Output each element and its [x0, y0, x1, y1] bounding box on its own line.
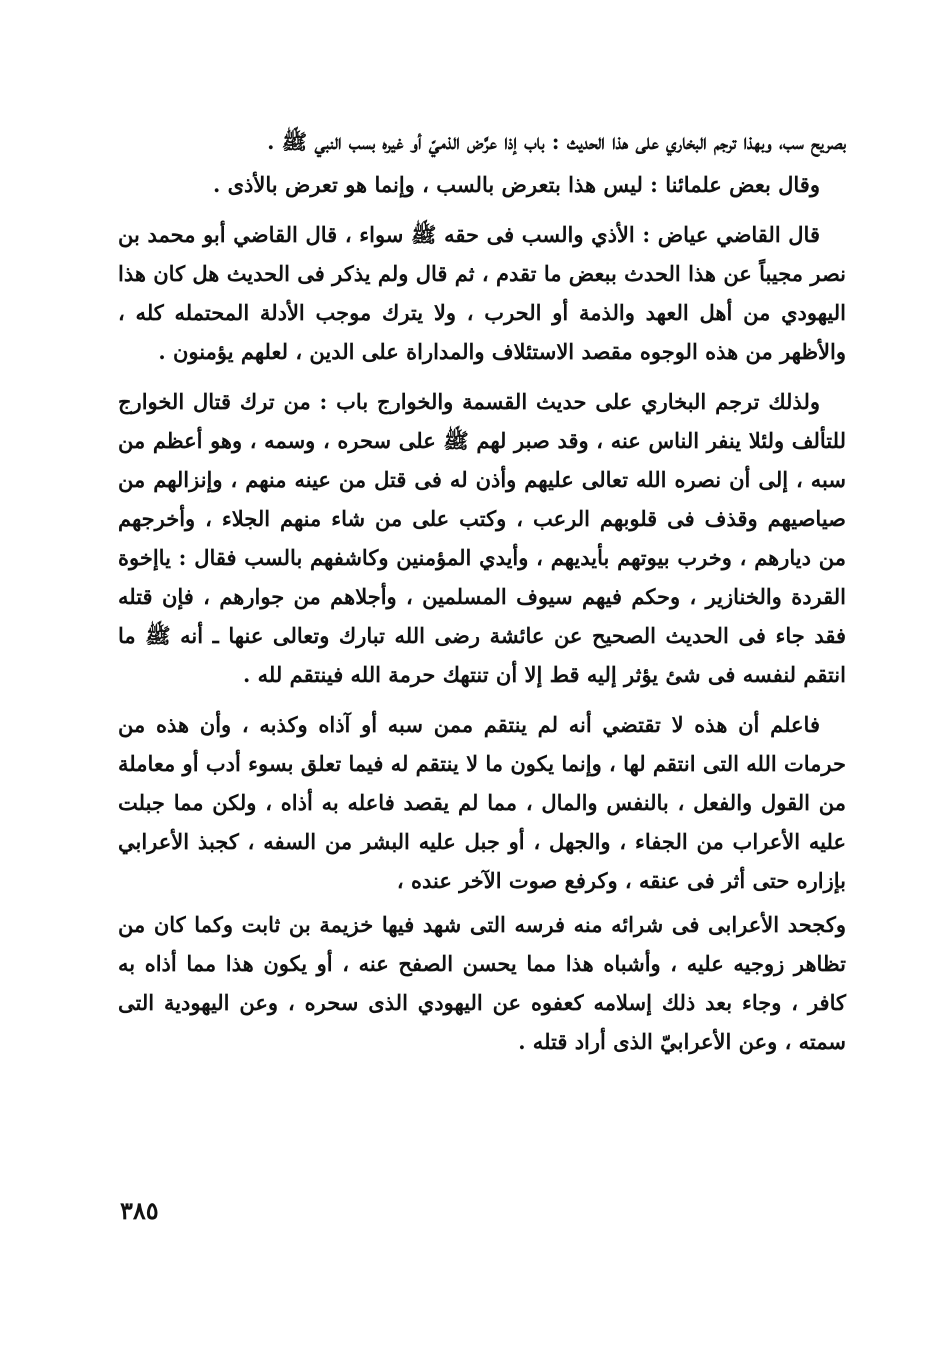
- page-body: [118, 122, 846, 1061]
- paragraph-5: فاعلم أن هذه لا تقتضي أنه لم ينتقم ممن سبه أو آذاه وكذبه ، وأن هذه من حرمات الله التى انتقم لها ، وإنما يكون ما لا ينتقم له فيما تعلق بسوء أدب أو معاملة من القول والفعل ، بالنفس والمال ، مما لم يقصد فاعله به أذاه ، ولكن مما جبلت عليه الأعراب من الجفاء ، والجهل ، أو جبل عليه البشر من السفه ، كجبذ الأعرابي بإزاره حتى أثر فى عنقه ، وكرفع صوت الآخر عنده ،: [118, 712, 846, 893]
- paragraph-3: قال القاضي عياض : الأذي والسب فى حقه ﷺ سواء ، قال القاضي أبو محمد بن نصر مجيباً عن هذا الحدث ببعض ما تقدم ، ثم قال ولم يذكر فى الحديث هل كان هذا اليهودي من أهل العهد والذمة أو الحرب ، ولا يترك موجب الأدلة المحتمله كله ، والأظهر من هذه الوجوه مقصد الاستئلاف والمداراة على الدين ، لعلهم يؤمنون .: [118, 222, 846, 364]
- paragraph-6: وكجحد الأعرابى فى شرائه منه فرسه التى شهد فيها خزيمة بن ثابت وكما كان من تظاهر زوجيه عليه ، وأشباه هذا مما يحسن الصفح عنه ، أو يكون هذا مما أذاه به كافر ، وجاء بعد ذلك إسلامه كعفوه عن اليهودي الذى سحره ، وعن اليهودية التى سمته ، وعن الأعرابيّ الذى أراد قتله .: [118, 912, 846, 1054]
- paragraph-4: ولذلك ترجم البخاري على حديث القسمة والخوارج باب : من ترك قتال الخوارج للتألف ولئلا ينفر الناس عنه ، وقد صبر لهم ﷺ على سحره ، وسمه ، وهو أعظم من سبه ، إلى أن نصره الله تعالى عليهم وأذن له فى قتل من عينه منهم ، وإنزالهم من صياصيهم وقذف فى قلوبهم الرعب ، وكتب على من شاء منهم الجلاء ، وأخرجهم من ديارهم ، وخرب بيوتهم بأيديهم ، وأيدي المؤمنين وكاشفهم بالسب فقال : ياإخوة القردة والخنازير ، وحكم فيهم سيوف المسلمين ، وأجلاهم من جوارهم ، فإن قتله فقد جاء فى الحديث الصحيح عن عائشة رضى الله تبارك وتعالى عنها ـ أنه ﷺ ما انتقم لنفسه فى شئ يؤثر إليه قط إلا أن تنتهك حرمة الله فينتقم لله .: [118, 389, 846, 687]
- page-number: ٣٨٥: [120, 1196, 159, 1225]
- paragraph-1: بصريح سب، وبهذا ترجم البخاري على هذا الحديث : باب إذا عرَّض الذميّ أو غيره بسب النبي ﷺ .: [267, 129, 846, 154]
- paragraph-2: وقال بعض علمائنا : ليس هذا بتعرض بالسب ، وإنما هو تعرض بالأذى .: [213, 172, 820, 197]
